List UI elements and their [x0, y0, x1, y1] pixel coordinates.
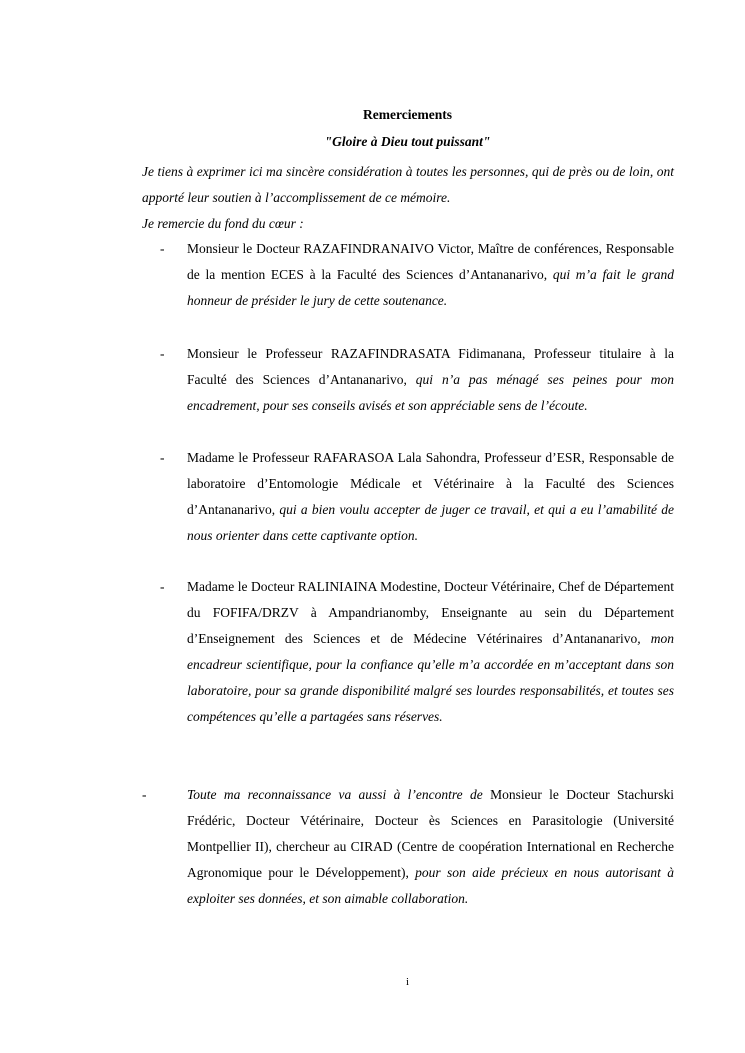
item-italic-text: qui n’a pas ménagé ses peines pour mon encadrement, pour ses conseils avisés et son appréciable sens de l’écoute.	[187, 372, 674, 413]
item-text: Monsieur le Docteur Stachurski Frédéric, Docteur Vétérinaire, Docteur ès Sciences en Parasitologie (Université Montpellier II), chercheur au CIRAD (Centre de coopération International en Recherche Agronomique pour le Développement),	[187, 787, 674, 880]
page-title: Remerciements	[363, 107, 452, 122]
acknowledgement-item	[160, 574, 674, 730]
list-dash: -	[142, 787, 147, 802]
list-dash: -	[160, 346, 165, 361]
intro-paragraph	[142, 159, 674, 237]
item-italic-lead: Toute ma reconnaissance va aussi à l’encontre de	[187, 787, 491, 802]
page-subtitle: "Gloire à Dieu tout puissant"	[324, 134, 491, 149]
intro-lead: Je remercie du fond du cœur :	[142, 216, 304, 231]
list-dash: -	[160, 241, 165, 256]
item-italic-text: qui m’a fait le grand honneur de présider le jury de cette soutenance.	[187, 267, 674, 308]
item-text: Monsieur le Professeur RAZAFINDRASATA Fidimanana, Professeur titulaire à la Faculté des Sciences d’Antananarivo,	[187, 346, 674, 387]
item-text: Madame le Docteur RALINIAINA Modestine, Docteur Vétérinaire, Chef de Département du FOFIFA/DRZV à Ampandrianomby, Enseignante au sein du Département d’Enseignement des Sciences et de Médecine Vétérinaires d’Antananarivo	[187, 579, 674, 646]
list-dash: -	[160, 579, 165, 594]
page-number: i	[405, 976, 410, 988]
acknowledgement-item	[160, 445, 674, 549]
item-italic-text: pour son aide précieux en nous autorisant à exploiter ses données, et son aimable collaboration.	[187, 865, 674, 906]
item-text: Monsieur le Docteur RAZAFINDRANAIVO Victor, Maître de conférences, Responsable de la mention ECES à la Faculté des Sciences d’Antananarivo,	[187, 241, 674, 282]
list-dash: -	[160, 450, 165, 465]
item-italic-text: , mon encadreur scientifique, pour la confiance qu’elle m’a accordée en m’acceptant dans son laboratoire, pour sa grande disponibilité malgré ses lourdes responsabilités, et toutes ses compétences qu’elle a partagées sans réserves.	[187, 631, 674, 724]
acknowledgement-item	[160, 236, 674, 314]
item-text: Madame le Professeur RAFARASOA Lala Sahondra, Professeur d’ESR, Responsable de laboratoire d’Entomologie Médicale et Vétérinaire à la Faculté des Sciences d’Antananarivo,	[187, 450, 674, 517]
acknowledgement-item-final	[142, 782, 674, 912]
item-italic-text: qui a bien voulu accepter de juger ce travail, et qui a eu l’amabilité de nous orienter dans cette captivante option.	[187, 502, 674, 543]
acknowledgement-item	[160, 341, 674, 419]
intro-text: Je tiens à exprimer ici ma sincère considération à toutes les personnes, qui de près ou de loin, ont apporté leur soutien à l’accomplissement de ce mémoire.	[142, 164, 674, 205]
